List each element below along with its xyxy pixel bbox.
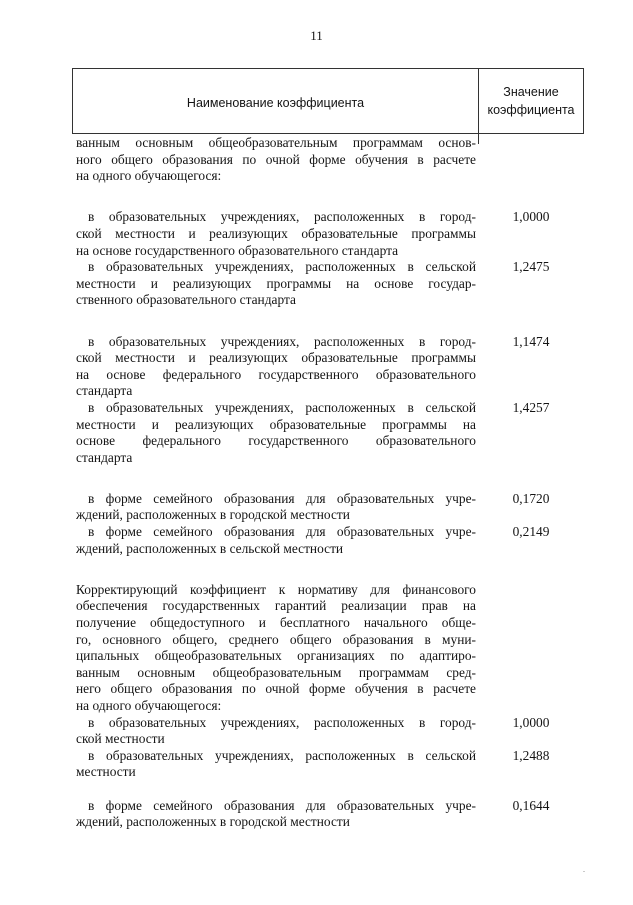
coefficient-row-text: в образовательных учреждениях, расположенных в сельской xyxy=(88,259,476,275)
coefficient-row-text: основе федерального государственного образовательного xyxy=(76,433,476,449)
coefficient-value: 1,1474 xyxy=(512,333,550,349)
column-header-value-line1: Значение xyxy=(503,85,559,99)
coefficient-row-text: в образовательных учреждениях, расположенных в город- xyxy=(88,333,476,349)
table-header xyxy=(72,68,584,134)
section-title-text: получение общедоступного и бесплатного начального обще- xyxy=(76,615,476,631)
section-title-text: ванным основным общеобразовательным программам сред- xyxy=(76,664,476,680)
coefficient-value: 1,4257 xyxy=(512,400,550,415)
coefficient-row-text: местности и реализующих программы на основе государ- xyxy=(76,275,476,291)
coefficient-value: 0,1644 xyxy=(512,797,550,813)
coefficient-row-text: ской местности и реализующих образовательные программы xyxy=(76,350,476,366)
coefficient-row-text: ской местности и реализующих образовательные программы xyxy=(76,225,476,241)
intro-text: ванным основным общеобразовательным программам основ- xyxy=(76,135,476,150)
section-title-text: обеспечения государственных гарантий реализации прав на xyxy=(76,598,476,614)
section-title-text: него общего образования по очной форме обучения в расчете xyxy=(76,681,476,697)
coefficient-row-text: ждений, расположенных в городской местности xyxy=(76,814,350,830)
spacer xyxy=(76,781,476,798)
intro-text: на одного обучающегося: xyxy=(76,168,222,184)
coefficient-row-text: на основе государственного образовательного стандарта xyxy=(76,242,399,258)
coefficient-value: 0,1720 xyxy=(512,491,550,506)
column-divider xyxy=(478,134,479,144)
coefficient-value: 0,2149 xyxy=(512,524,550,540)
coefficient-row-text: местности и реализующих образовательные программы на xyxy=(76,416,476,432)
coefficient-value: 1,0000 xyxy=(512,714,550,730)
spacer xyxy=(76,466,476,483)
spacer xyxy=(76,483,476,491)
section-title-text: на одного обучающегося: xyxy=(76,698,222,713)
coefficient-row-text: местности xyxy=(76,764,136,780)
section-title-text: ципальных общеобразовательных организациях по адаптиро- xyxy=(76,648,476,664)
coefficient-row-text: в форме семейного образования для образовательных учре- xyxy=(88,490,476,506)
coefficient-row-text: в форме семейного образования для образовательных учре- xyxy=(88,797,476,813)
coefficient-row-text: в форме семейного образования для образовательных учре- xyxy=(88,524,476,540)
spacer xyxy=(76,201,476,209)
coefficient-row-text: в образовательных учреждениях, расположенных в сельской xyxy=(88,399,476,415)
spacer xyxy=(76,557,476,574)
coefficient-value: 1,0000 xyxy=(512,209,550,225)
coefficient-row-text: в образовательных учреждениях, расположенных в сельской xyxy=(88,747,476,763)
coefficient-text-column xyxy=(76,135,476,831)
column-header-name: Наименование коэффициента xyxy=(73,69,479,133)
spacer xyxy=(76,326,476,334)
coefficient-row-text: ственного образовательного стандарта xyxy=(76,292,296,308)
coefficient-row-text: в образовательных учреждениях, расположенных в город- xyxy=(88,209,476,225)
column-header-value-line2: коэффициента xyxy=(487,103,575,117)
page-number: 11 xyxy=(310,28,323,43)
intro-text: ного общего образования по очной форме обучения в расчете xyxy=(76,151,476,167)
coefficient-row-text: стандарта xyxy=(76,383,133,399)
spacer xyxy=(76,185,476,202)
spacer xyxy=(76,309,476,326)
scan-mark: . xyxy=(583,865,585,874)
coefficient-row-text: ждений, расположенных в сельской местности xyxy=(76,540,344,556)
column-header-value xyxy=(479,69,583,133)
spacer xyxy=(76,574,476,582)
coefficient-row-text: стандарта xyxy=(76,449,133,465)
section-title-text: го, основного общего, среднего общего образования в муни- xyxy=(76,631,476,647)
coefficient-value: 1,2475 xyxy=(512,259,550,275)
coefficient-row-text: на основе федерального государственного образовательного xyxy=(76,366,476,382)
section-title-text: Корректирующий коэффициент к нормативу для финансового xyxy=(76,581,476,597)
coefficient-value: 1,2488 xyxy=(512,748,550,763)
coefficient-row-text: в образовательных учреждениях, расположенных в город- xyxy=(88,714,476,730)
coefficient-row-text: ждений, расположенных в городской местности xyxy=(76,507,350,523)
coefficient-row-text: ской местности xyxy=(76,731,165,747)
